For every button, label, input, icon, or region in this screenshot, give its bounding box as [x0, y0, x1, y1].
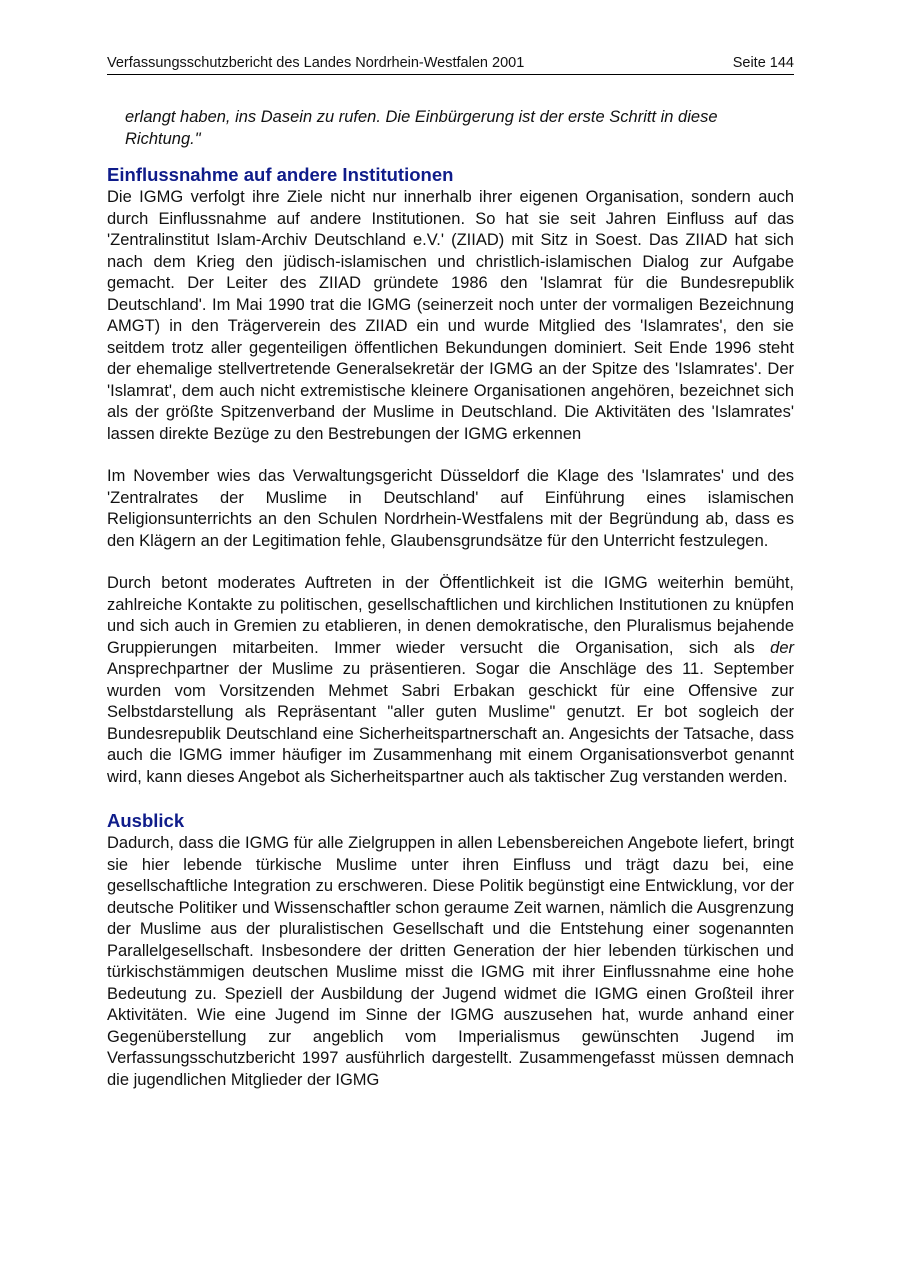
- quote-block: [125, 107, 794, 150]
- page-content: [107, 107, 794, 1091]
- page-number: Seite 144: [732, 55, 794, 71]
- section-heading-ausblick: Ausblick: [107, 810, 185, 831]
- paragraph-text: Durch betont moderates Auftreten in der Öffentlichkeit ist die IGMG weiterhin bemüht, zahlreiche Kontakte zu politischen, gesellschaftlichen und kirchlichen Institutionen zu knüpfen und sich auch in Gremien zu etablieren, in denen demokratische, den Pluralismus bejahende Gruppierungen mitarbeiten. Immer wieder versucht die Organisation, sich als: [107, 574, 794, 657]
- paragraph: Dadurch, dass die IGMG für alle Zielgruppen in allen Lebensbereichen Angebote liefert, bringt sie hier lebende türkische Muslime unter ihren Einfluss und trägt dazu bei, eine gesellschaftliche Integration zu erschweren. Diese Politik begünstigt eine Entwicklung, vor der deutsche Politiker und Wissenschaftler schon geraume Zeit warnen, nämlich die Ausgrenzung der Muslime aus der pluralistischen Gesellschaft und die Entstehung einer sogenannten Parallelgesellschaft. Insbesondere der dritten Generation der hier lebenden türkischen und türkischstämmigen deutschen Muslime misst die IGMG mit ihrer Einflussnahme eine hohe Bedeutung zu. Speziell der Ausbildung der Jugend widmet die IGMG einen Großteil ihrer Aktivitäten. Wie eine Jugend im Sinne der IGMG auszusehen hat, wurde anhand einer Gegenüberstellung zur angeblich vom Imperialismus gewünschten Jugend im Verfassungsschutzbericht 1997 ausführlich dargestellt. Zusammengefasst müssen demnach die jugendlichen Mitglieder der IGMG: [107, 834, 794, 1089]
- header-title: Verfassungsschutzbericht des Landes Nordrhein-Westfalen 2001: [107, 55, 525, 71]
- section-heading-einflussnahme: Einflussnahme auf andere Institutionen: [107, 164, 454, 185]
- page-header: [107, 54, 794, 75]
- paragraph: Im November wies das Verwaltungsgericht Düsseldorf die Klage des 'Islamrates' und des 'Zentralrates der Muslime in Deutschland' auf Einführung eines islamischen Religionsunterrichts an den Schulen Nordrhein-Westfalens mit der Begründung ab, dass es den Klägern an der Legitimation fehle, Glaubensgrundsätze für den Unterricht festzulegen.: [107, 467, 794, 550]
- quote-text: erlangt haben, ins Dasein zu rufen. Die Einbürgerung ist der erste Schritt in diese Richtung.": [125, 108, 718, 148]
- emphasis-text: der: [770, 638, 794, 657]
- paragraph: [107, 573, 794, 788]
- paragraph-text: Ansprechpartner der Muslime zu präsentieren. Sogar die Anschläge des 11. September wurden vom Vorsitzenden Mehmet Sabri Erbakan geschickt für eine Offensive zur Selbstdarstellung als Repräsentant "aller guten Muslime" genutzt. Er bot sogleich der Bundesrepublik Deutschland eine Sicherheitspartnerschaft an. Angesichts der Tatsache, dass auch die IGMG immer häufiger im Zusammenhang mit einem Organisationsverbot genannt wird, kann dieses Angebot als Sicherheitspartner auch als taktischer Zug verstanden werden.: [107, 660, 794, 786]
- paragraph: Die IGMG verfolgt ihre Ziele nicht nur innerhalb ihrer eigenen Organisation, sondern auch durch Einflussnahme auf andere Institutionen. So hat sie seit Jahren Einfluss auf das 'Zentralinstitut Islam-Archiv Deutschland e.V.' (ZIIAD) mit Sitz in Soest. Das ZIIAD hat sich nach dem Krieg den jüdisch-islamischen und christlich-islamischen Dialog zur Aufgabe gemacht. Der Leiter des ZIIAD gründete 1986 den 'Islamrat für die Bundesrepublik Deutschland'. Im Mai 1990 trat die IGMG (seinerzeit noch unter der vormaligen Bezeichnung AMGT) in den Trägerverein des ZIIAD ein und wurde Mitglied des 'Islamrates', den sie seitdem trotz aller gegenteiligen öffentlichen Bekundungen dominiert. Seit Ende 1996 steht der ehemalige stellvertretende Generalsekretär der IGMG an der Spitze des 'Islamrates'. Der 'Islamrat', dem auch nicht extremistische kleinere Organisationen angehören, bezeichnet sich als der größte Spitzenverband der Muslime in Deutschland. Die Aktivitäten des 'Islamrates' lassen direkte Bezüge zu den Bestrebungen der IGMG erkennen: [107, 188, 794, 443]
